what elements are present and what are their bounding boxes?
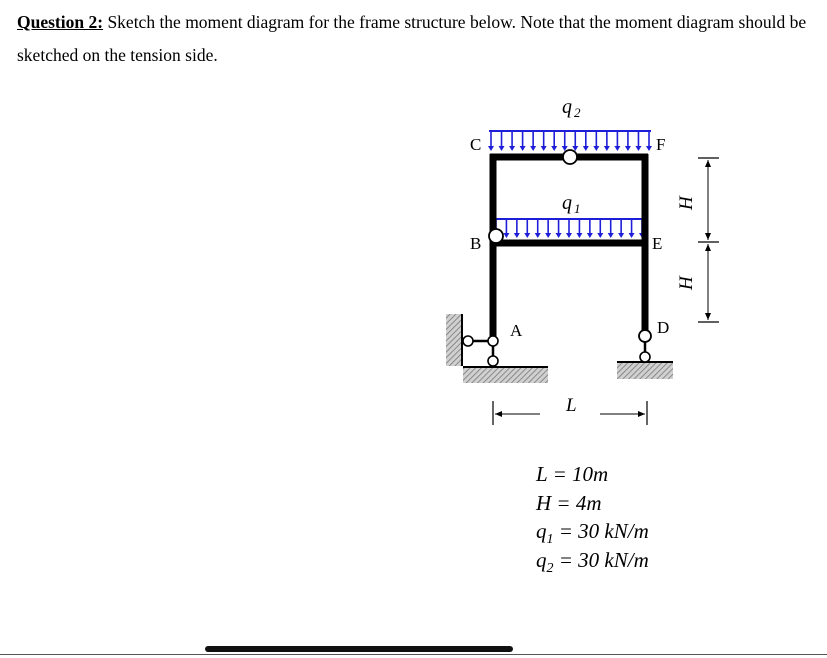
parameter-list [536, 460, 649, 574]
node-c-label: C [470, 135, 482, 154]
load-arrow [524, 219, 530, 238]
load-q1 [493, 219, 645, 238]
node-e-label: E [652, 234, 663, 253]
hinge-b [489, 229, 503, 243]
load-arrow [514, 219, 520, 238]
load-arrow [614, 131, 620, 151]
load-arrow [566, 219, 572, 238]
load-arrow [604, 131, 610, 151]
load-q1-subscript: 1 [574, 201, 581, 216]
load-arrow [541, 131, 547, 151]
load-arrow [618, 219, 624, 238]
dim-l-label: L [566, 395, 577, 416]
frame-members [490, 154, 648, 342]
load-q2-label: q [562, 96, 572, 118]
node-b-label: B [470, 234, 482, 253]
load-arrow [530, 131, 536, 151]
load-arrow [608, 219, 614, 238]
load-arrow [597, 219, 603, 238]
param-q1: $q_1 = 30$ kN/m [536, 519, 649, 548]
param-q2: $q_2 = 30$ kN/m [536, 547, 649, 576]
load-arrow [635, 131, 641, 151]
support-d [617, 342, 673, 379]
node-f-label: F [656, 135, 666, 154]
load-arrow [551, 131, 557, 151]
load-arrow [499, 131, 505, 151]
dim-h-upper-label: H [676, 196, 697, 210]
load-arrow [576, 219, 582, 238]
param-l: L = 10m [536, 462, 609, 486]
hinge-d [639, 330, 651, 342]
load-arrow [587, 219, 593, 238]
dim-h-lower-label: H [676, 276, 697, 290]
hinge-top [563, 150, 577, 164]
load-arrow [520, 131, 526, 151]
load-arrow [562, 131, 568, 151]
load-arrow [509, 131, 515, 151]
load-arrow [545, 219, 551, 238]
bottom-divider [0, 654, 827, 655]
load-q1-label: q [562, 192, 572, 214]
question-body: Sketch the moment diagram for the frame structure below. Note that the moment diagram should be sketched on the tension side. [17, 12, 807, 65]
height-dimension [698, 158, 719, 322]
load-arrow [625, 131, 631, 151]
load-arrow [629, 219, 635, 238]
support-a [446, 314, 548, 383]
home-indicator[interactable] [205, 646, 513, 652]
load-arrow [556, 219, 562, 238]
load-arrow [593, 131, 599, 151]
load-arrow [503, 219, 509, 238]
load-arrow [583, 131, 589, 151]
node-d-label: D [657, 318, 670, 337]
param-h: H = 4m [536, 490, 602, 515]
load-q2 [488, 131, 652, 151]
load-q2-subscript: 2 [574, 105, 581, 120]
question-label: Question 2: [17, 12, 104, 32]
node-a-label: A [510, 321, 523, 340]
load-arrow [488, 131, 494, 151]
load-arrow [572, 131, 578, 151]
load-arrow [535, 219, 541, 238]
load-arrow [646, 131, 652, 151]
